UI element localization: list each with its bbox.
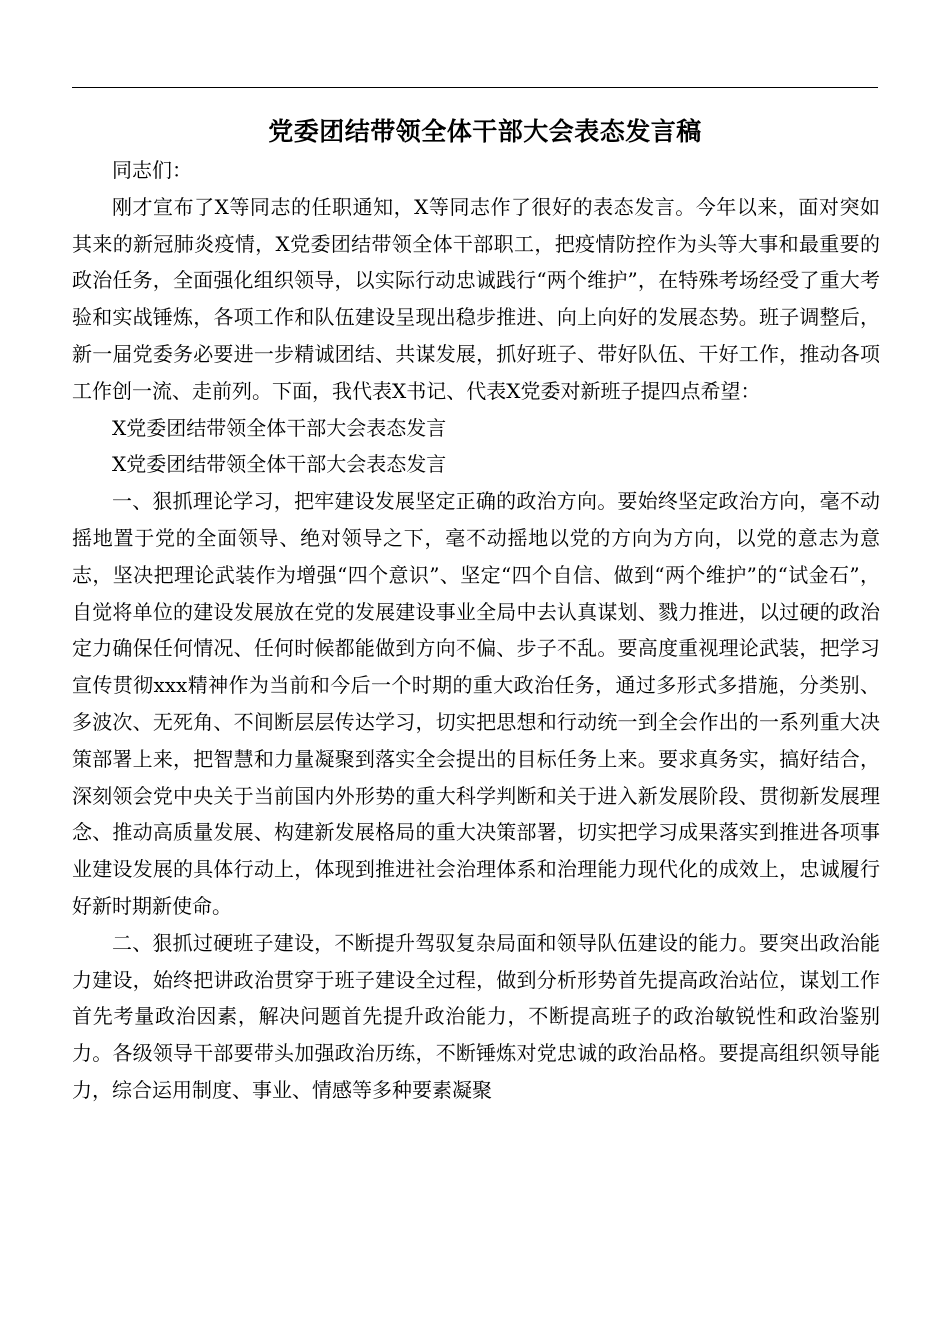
- salutation: 同志们：: [112, 158, 192, 182]
- paragraph-point-one: 一、狠抓理论学习，把牢建设发展坚定正确的政治方向。要始终坚定政治方向，毫不动摇地置于党的全面领导、绝对领导之下，毫不动摇地以党的方向为方向，以党的意志为意志，坚决把理论武装作为增强“四个意识”、坚定“四个自信、做到“两个维护”的“试金石”，自觉将单位的建设发展放在党的发展建设事业全局中去认真谋划、戮力推进，以过硬的政治定力确保任何情况、任何时候都能做到方向不偏、步子不乱。要高度重视理论武装，把学习宣传贯彻xxx精神作为当前和今后一个时期的重大政治任务，通过多形式多措施，分类别、多波次、无死角、不间断层层传达学习，切实把思想和行动统一到全会作出的一系列重大决策部署上来，把智慧和力量凝聚到落实全会提出的目标任务上来。要求真务实，搞好结合，深刻领会党中央关于当前国内外形势的重大科学判断和关于进入新发展阶段、贯彻新发展理念、推动高质量发展、构建新发展格局的重大决策部署，切实把学习成果落实到推进各项事业建设发展的具体行动上，体现到推进社会治理体系和治理能力现代化的成效上，忠诚履行好新时期新使命。: [72, 489, 880, 918]
- paragraph-point-two: 二、狠抓过硬班子建设，不断提升驾驭复杂局面和领导队伍建设的能力。要突出政治能力建设，始终把讲政治贯穿于班子建设全过程，做到分析形势首先提高政治站位，谋划工作首先考量政治因素，解决问题首先提升政治能力，不断提高班子的政治敏锐性和政治鉴别力。各级领导干部要带头加强政治历练，不断锤炼对党忠诚的政治品格。要提高组织领导能力，综合运用制度、事业、情感等多种要素凝聚: [72, 930, 880, 1102]
- paragraph-repeat-title-2: X党委团结带领全体干部大会表态发言: [112, 452, 447, 477]
- header-rule: [72, 87, 878, 88]
- document-body: [72, 152, 880, 1109]
- document-title: 党委团结带领全体干部大会表态发言稿: [268, 116, 702, 146]
- paragraph-repeat-title-1: X党委团结带领全体干部大会表态发言: [112, 415, 447, 440]
- paragraph-intro: 刚才宣布了X等同志的任职通知，X等同志作了很好的表态发言。今年以来，面对突如其来的新冠肺炎疫情，X党委团结带领全体干部职工，把疫情防控作为头等大事和最重要的政治任务，全面强化组织领导，以实际行动忠诚践行“两个维护”，在特殊考场经受了重大考验和实战锤炼，各项工作和队伍建设呈现出稳步推进、向上向好的发展态势。班子调整后，新一届党委务必要进一步精诚团结、共谋发展，抓好班子、带好队伍、干好工作，推动各项工作创一流、走前列。下面，我代表X书记、代表X党委对新班子提四点希望：: [72, 194, 880, 403]
